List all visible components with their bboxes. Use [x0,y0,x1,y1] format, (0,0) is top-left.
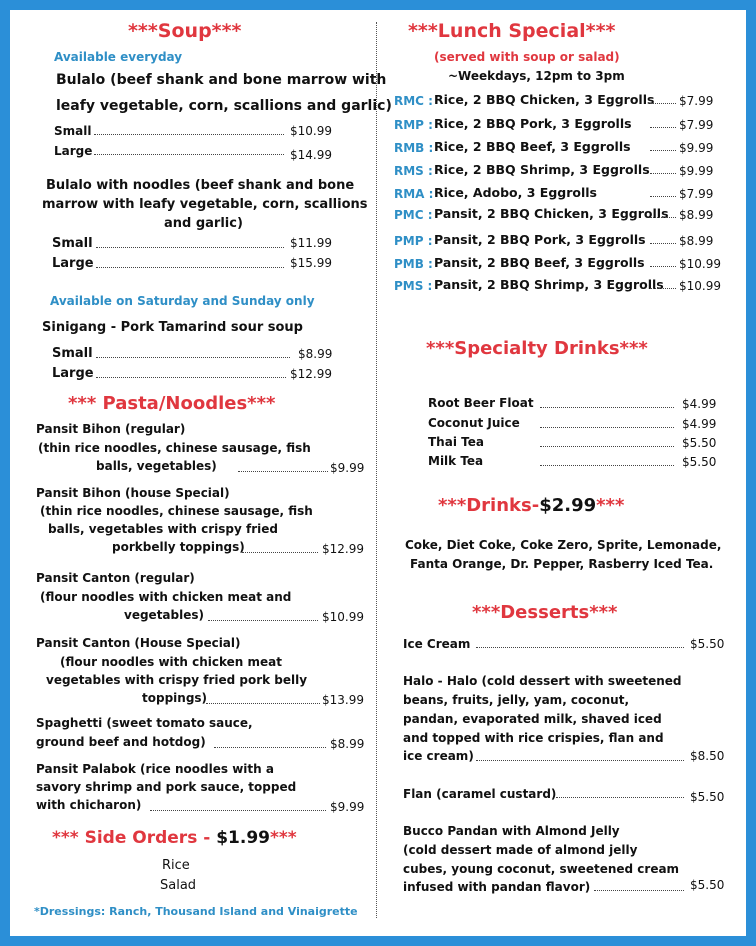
lunch-special-price: $8.99 [679,208,714,222]
palabok-title-line2: savory shrimp and pork sauce, topped [36,780,297,794]
lunch-special-code: PMP : [394,234,433,248]
leader-dots [650,288,676,289]
lunch-special-price: $7.99 [679,94,714,108]
bucco-line3: cubes, young coconut, sweetened cream [403,862,680,876]
leader-dots [238,471,328,472]
lunch-special-name: Rice, Adobo, 3 Eggrolls [434,185,597,200]
bihon-house-desc-line3: porkbelly toppings) [112,540,245,554]
lunch-special-name: Rice, 2 BBQ Beef, 3 Eggrolls [434,139,631,154]
leader-dots [556,797,684,798]
leader-dots [242,552,318,553]
dressings-note: *Dressings: Ranch, Thousand Island and Vinaigrette [34,905,358,918]
leader-dots [650,266,676,267]
palabok-price: $9.99 [330,800,365,814]
flan-title: Flan (caramel custard) [403,787,557,801]
specialty-drink-price: $4.99 [682,397,717,411]
halo-halo-line4: and topped with rice crispies, flan and [403,731,664,745]
side-orders-heading-prefix: *** Side Orders - [52,828,217,848]
lunch-special-price: $7.99 [679,187,714,201]
halo-halo-line1: Halo - Halo (cold dessert with sweetened [403,674,682,688]
available-everyday-label: Available everyday [54,50,183,64]
lunch-special-name: Pansit, 2 BBQ Beef, 3 Eggrolls [434,255,645,270]
lunch-special-code: PMC : [394,208,433,222]
halo-halo-line2: beans, fruits, jelly, yam, coconut, [403,693,630,707]
side-orders-heading [52,828,297,848]
lunch-special-price: $10.99 [679,257,721,271]
leader-dots [540,465,674,466]
leader-dots [540,427,674,428]
side-item-rice: Rice [162,858,190,873]
flan-price: $5.50 [690,790,725,804]
lunch-special-name: Rice, 2 BBQ Shrimp, 3 Eggrolls [434,162,650,177]
lunch-special-price: $8.99 [679,234,714,248]
specialty-drinks-heading: ***Specialty Drinks*** [426,338,648,359]
bihon-regular-desc-line1: (thin rice noodles, chinese sausage, fish [38,441,311,455]
bulalo-noodles-title-line3: and garlic) [164,216,243,231]
canton-house-title: Pansit Canton (House Special) [36,636,241,650]
canton-regular-desc-line2: vegetables) [124,608,204,622]
leader-dots [96,267,284,268]
leader-dots [650,127,676,128]
bucco-line1: Bucco Pandan with Almond Jelly [403,824,620,838]
bulalo-small-label: Small [54,124,92,138]
bucco-line2: (cold dessert made of almond jelly [403,843,638,857]
specialty-drink-name: Root Beer Float [428,396,534,410]
lunch-special-name: Pansit, 2 BBQ Shrimp, 3 Eggrolls [434,277,664,292]
lunch-special-name: Rice, 2 BBQ Chicken, 3 Eggrolls [434,92,655,107]
leader-dots [206,703,320,704]
lunch-special-code: RMB : [394,141,434,155]
canton-house-desc-line1: (flour noodles with chicken meat [60,655,282,669]
drinks-list-line2: Fanta Orange, Dr. Pepper, Rasberry Iced Tea. [410,557,714,571]
noodles-large-price: $15.99 [290,256,332,270]
bucco-line4: infused with pandan flavor) [403,880,591,894]
pasta-heading: *** Pasta/Noodles*** [68,393,276,414]
soup-heading: ***Soup*** [128,20,242,42]
lunch-special-name: Pansit, 2 BBQ Pork, 3 Eggrolls [434,232,646,247]
bihon-house-price: $12.99 [322,542,364,556]
spaghetti-title-line1: Spaghetti (sweet tomato sauce, [36,716,253,730]
bulalo-large-price: $14.99 [290,148,332,162]
canton-house-price: $13.99 [322,693,364,707]
lunch-special-code: RMS : [394,164,433,178]
side-item-salad: Salad [160,878,197,893]
leader-dots [150,810,326,811]
leader-dots [540,446,674,447]
noodles-large-label: Large [52,256,94,271]
bihon-regular-price: $9.99 [330,461,365,475]
canton-house-desc-line2: vegetables with crispy fried pork belly [46,673,308,687]
halo-halo-price: $8.50 [690,749,725,763]
bulalo-large-label: Large [54,144,93,158]
lunch-special-code: PMS : [394,279,433,293]
sinigang-large-price: $12.99 [290,367,332,381]
lunch-special-code: RMA : [394,187,434,201]
leader-dots [476,647,684,648]
bucco-price: $5.50 [690,878,725,892]
leader-dots [476,760,684,761]
leader-dots [96,247,284,248]
leader-dots [650,150,676,151]
specialty-drink-name: Coconut Juice [428,416,520,430]
leader-dots [96,357,290,358]
leader-dots [650,103,676,104]
bihon-regular-desc-line2: balls, vegetables) [96,459,217,473]
halo-halo-line5: ice cream) [403,749,474,763]
leader-dots [540,407,674,408]
specialty-drink-name: Thai Tea [428,435,484,449]
leader-dots [650,217,676,218]
bulalo-noodles-title-line2: marrow with leafy vegetable, corn, scallions [42,197,368,212]
lunch-special-code: PMB : [394,257,433,271]
specialty-drink-price: $5.50 [682,455,717,469]
leader-dots [214,747,326,748]
weekend-only-label: Available on Saturday and Sunday only [50,294,315,308]
leader-dots [650,243,676,244]
noodles-small-price: $11.99 [290,236,332,250]
drinks-heading-suffix: *** [596,495,625,516]
drinks-list-line1: Coke, Diet Coke, Coke Zero, Sprite, Lemonade, [405,538,722,552]
specialty-drink-price: $5.50 [682,436,717,450]
side-orders-heading-price: $1.99 [216,828,270,848]
sinigang-large-label: Large [52,366,94,381]
icecream-price: $5.50 [690,637,725,651]
bihon-house-desc-line1: (thin rice noodles, chinese sausage, fish [40,504,313,518]
leader-dots [94,154,284,155]
icecream-title: Ice Cream [403,637,471,651]
lunch-special-name: Rice, 2 BBQ Pork, 3 Eggrolls [434,116,632,131]
bulalo-noodles-title-line1: Bulalo with noodles (beef shank and bone [46,178,355,193]
leader-dots [594,890,684,891]
leader-dots [96,377,286,378]
specialty-drink-name: Milk Tea [428,454,484,468]
leader-dots [94,134,284,135]
bihon-house-title: Pansit Bihon (house Special) [36,486,230,500]
leader-dots [650,196,676,197]
leader-dots [208,620,318,621]
lunch-special-subheading: (served with soup or salad) [434,50,620,64]
sinigang-small-label: Small [52,346,93,361]
bulalo-title-line1: Bulalo (beef shank and bone marrow with [56,72,387,88]
lunch-special-price: $9.99 [679,164,714,178]
spaghetti-price: $8.99 [330,737,365,751]
drinks-heading-prefix: ***Drinks- [438,495,540,516]
bulalo-small-price: $10.99 [290,124,332,138]
leader-dots [650,173,676,174]
bihon-regular-title: Pansit Bihon (regular) [36,422,186,436]
lunch-special-price: $7.99 [679,118,714,132]
lunch-special-price: $9.99 [679,141,714,155]
drinks-heading [438,495,624,516]
sinigang-small-price: $8.99 [298,347,333,361]
bulalo-title-line2: leafy vegetable, corn, scallions and garlic) [56,98,392,114]
spaghetti-title-line2: ground beef and hotdog) [36,735,206,749]
canton-house-desc-line3: toppings) [142,691,208,705]
lunch-special-code: RMC : [394,94,433,108]
column-divider [376,22,377,918]
desserts-heading: ***Desserts*** [472,602,618,623]
lunch-special-code: RMP : [394,118,433,132]
bihon-house-desc-line2: balls, vegetables with crispy fried [48,522,278,536]
noodles-small-label: Small [52,236,93,251]
sinigang-title: Sinigang - Pork Tamarind sour soup [42,320,303,335]
canton-regular-price: $10.99 [322,610,364,624]
lunch-special-name: Pansit, 2 BBQ Chicken, 3 Eggrolls [434,206,669,221]
drinks-heading-price: $2.99 [539,495,597,516]
menu-page [10,10,746,936]
palabok-title-line1: Pansit Palabok (rice noodles with a [36,762,274,776]
specialty-drink-price: $4.99 [682,417,717,431]
lunch-special-hours: ~Weekdays, 12pm to 3pm [448,69,625,83]
lunch-special-price: $10.99 [679,279,721,293]
halo-halo-line3: pandan, evaporated milk, shaved iced [403,712,662,726]
canton-regular-desc-line1: (flour noodles with chicken meat and [40,590,292,604]
side-orders-heading-suffix: *** [270,828,297,848]
canton-regular-title: Pansit Canton (regular) [36,571,195,585]
palabok-title-line3: with chicharon) [36,798,142,812]
lunch-special-heading: ***Lunch Special*** [408,20,616,42]
